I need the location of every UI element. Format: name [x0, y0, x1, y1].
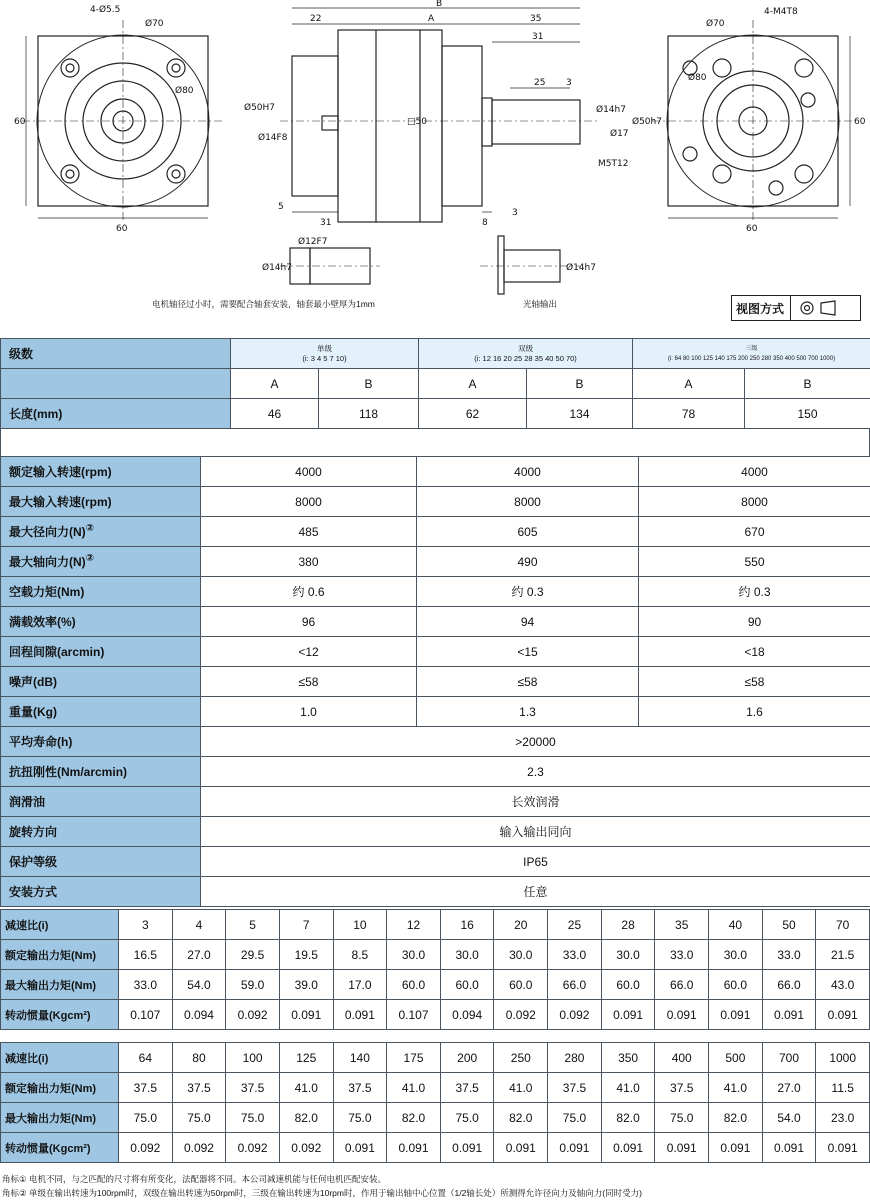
- spec-value: ≤58: [417, 667, 639, 697]
- ratio-cell: 0.091: [709, 1133, 763, 1163]
- ratio-cell: 0.107: [387, 1000, 441, 1030]
- ratio-cell: 17.0: [333, 970, 387, 1000]
- ratio-cell: 75.0: [333, 1103, 387, 1133]
- spec-value: 约 0.3: [639, 577, 870, 607]
- ratio-row: [1, 910, 870, 940]
- motor-shaft-note: 电机轴径过小时，需要配合轴套安装，轴套最小壁厚为1mm: [152, 299, 375, 309]
- ratio-cell: 66.0: [655, 970, 709, 1000]
- stage-double: 双级 (i: 12 16 20 25 28 35 40 50 70): [419, 339, 633, 369]
- spec-value: 490: [417, 547, 639, 577]
- ratio-cell: 75.0: [655, 1103, 709, 1133]
- technical-drawing: [0, 0, 870, 330]
- ratio-row: [1, 1073, 870, 1103]
- ratio-cell: 0.092: [172, 1133, 226, 1163]
- svg-text:Ø12F7: Ø12F7: [298, 237, 328, 247]
- spec-value: 约 0.6: [201, 577, 417, 607]
- spec-value: 8000: [639, 487, 870, 517]
- svg-text:Ø14h7: Ø14h7: [596, 105, 626, 115]
- ratio-cell: 50: [762, 910, 816, 940]
- ratio-row: [1, 1043, 870, 1073]
- svg-text:Ø17: Ø17: [610, 129, 629, 139]
- ratio-cell: 0.107: [119, 1000, 173, 1030]
- ratio-cell: 60.0: [440, 970, 494, 1000]
- svg-text:60: 60: [116, 224, 128, 234]
- svg-text:25: 25: [534, 78, 546, 88]
- view-method-label: 视图方式: [736, 296, 791, 320]
- ratio-cell: 40: [709, 910, 763, 940]
- ratio-cell: 400: [655, 1043, 709, 1073]
- svg-text:Ø80: Ø80: [175, 86, 194, 96]
- spec-label: 旋转方向: [1, 817, 201, 847]
- spec-value: ≤58: [639, 667, 870, 697]
- spec-label: 抗扭刚性(Nm/arcmin): [1, 757, 201, 787]
- svg-text:8: 8: [482, 218, 488, 228]
- ab-header-spacer: [1, 369, 231, 399]
- ratio-cell: 0.092: [279, 1133, 333, 1163]
- ratio-cell: 75.0: [172, 1103, 226, 1133]
- ratio-cell: 0.092: [494, 1000, 548, 1030]
- spec-label: 回程间隙(arcmin): [1, 637, 201, 667]
- spec-value: 任意: [201, 877, 870, 907]
- spec-row: [1, 817, 870, 847]
- spec-row: [1, 637, 870, 667]
- svg-text:Ø14h7: Ø14h7: [262, 263, 292, 273]
- footnote-mark: ②: [85, 553, 95, 564]
- ratio-cell: 75.0: [548, 1103, 602, 1133]
- svg-text:3: 3: [512, 208, 518, 218]
- ratio-label: 最大输出力矩(Nm): [1, 1103, 119, 1133]
- svg-text:60: 60: [14, 117, 26, 127]
- spec-value: 输入输出同向: [201, 817, 870, 847]
- ratio-cell: 0.091: [709, 1000, 763, 1030]
- svg-text:31: 31: [532, 32, 544, 42]
- ratio-cell: 200: [440, 1043, 494, 1073]
- spec-row: [1, 547, 870, 577]
- ratio-cell: 140: [333, 1043, 387, 1073]
- ratio-cell: 75.0: [440, 1103, 494, 1133]
- ratio-cell: 70: [816, 910, 870, 940]
- spec-label: 安装方式: [1, 877, 201, 907]
- ratio-cell: 37.5: [548, 1073, 602, 1103]
- length-cell: 134: [527, 399, 633, 429]
- ratio-cell: 80: [172, 1043, 226, 1073]
- ratio-cell: 41.0: [709, 1073, 763, 1103]
- ratio-cell: 0.091: [387, 1133, 441, 1163]
- spec-row: [1, 607, 870, 637]
- ratio-cell: 12: [387, 910, 441, 940]
- ratio-cell: 33.0: [119, 970, 173, 1000]
- ratio-cell: 0.092: [226, 1133, 280, 1163]
- ratio-cell: 82.0: [709, 1103, 763, 1133]
- ratio-cell: 41.0: [494, 1073, 548, 1103]
- ratio-cell: 4: [172, 910, 226, 940]
- ratio-cell: 0.091: [548, 1133, 602, 1163]
- ratio-cell: 82.0: [387, 1103, 441, 1133]
- spec-row: [1, 487, 870, 517]
- ratio-label: 减速比(i): [1, 1043, 119, 1073]
- ratio-cell: 33.0: [655, 940, 709, 970]
- ratio-cell: 66.0: [762, 970, 816, 1000]
- table-spacer: [0, 428, 870, 456]
- ratio-cell: 0.092: [119, 1133, 173, 1163]
- ratio-cell: 0.091: [601, 1000, 655, 1030]
- ratio-cell: 60.0: [387, 970, 441, 1000]
- spec-value: 4000: [417, 457, 639, 487]
- spec-row: [1, 847, 870, 877]
- ratio-cell: 33.0: [762, 940, 816, 970]
- svg-text:60: 60: [854, 117, 866, 127]
- spec-row: [1, 727, 870, 757]
- ratio-cell: 0.091: [440, 1133, 494, 1163]
- ratio-cell: 0.091: [494, 1133, 548, 1163]
- spec-value: 8000: [417, 487, 639, 517]
- spec-row: [1, 877, 870, 907]
- svg-text:4-Ø5.5: 4-Ø5.5: [90, 5, 121, 15]
- ratio-cell: 19.5: [279, 940, 333, 970]
- svg-text:B: B: [436, 0, 443, 9]
- ratio-cell: 37.5: [226, 1073, 280, 1103]
- ratio-cell: 39.0: [279, 970, 333, 1000]
- ratio-cell: 0.091: [655, 1133, 709, 1163]
- ratio-cell: 37.5: [119, 1073, 173, 1103]
- spec-row: [1, 457, 870, 487]
- ratio-table-1: [0, 909, 870, 1030]
- ratio-label: 减速比(i): [1, 910, 119, 940]
- length-cell: 150: [745, 399, 870, 429]
- ab-cell: A: [633, 369, 745, 399]
- ratio-cell: 23.0: [816, 1103, 870, 1133]
- ratio-label: 额定输出力矩(Nm): [1, 1073, 119, 1103]
- ratio-cell: 30.0: [387, 940, 441, 970]
- ab-cell: A: [419, 369, 527, 399]
- length-cell: 62: [419, 399, 527, 429]
- spec-value: 90: [639, 607, 870, 637]
- spec-row: [1, 787, 870, 817]
- spec-label: 最大径向力(N)②: [1, 517, 201, 547]
- spec-value: IP65: [201, 847, 870, 877]
- spec-row: [1, 517, 870, 547]
- spec-value: 380: [201, 547, 417, 577]
- spec-label: 额定输入转速(rpm): [1, 457, 201, 487]
- ratio-cell: 0.094: [440, 1000, 494, 1030]
- ratio-cell: 28: [601, 910, 655, 940]
- ratio-cell: 75.0: [226, 1103, 280, 1133]
- svg-text:M5T12: M5T12: [598, 159, 629, 169]
- ratio-cell: 0.092: [226, 1000, 280, 1030]
- spec-value: 94: [417, 607, 639, 637]
- spec-label: 最大轴向力(N)②: [1, 547, 201, 577]
- spec-label: 平均寿命(h): [1, 727, 201, 757]
- ratio-cell: 0.091: [762, 1133, 816, 1163]
- ratio-cell: 1000: [816, 1043, 870, 1073]
- ratio-cell: 0.091: [762, 1000, 816, 1030]
- ratio-row: [1, 970, 870, 1000]
- ratio-cell: 60.0: [601, 970, 655, 1000]
- ratio-cell: 30.0: [440, 940, 494, 970]
- ratio-cell: 0.091: [333, 1000, 387, 1030]
- ratio-cell: 54.0: [172, 970, 226, 1000]
- ratio-cell: 7: [279, 910, 333, 940]
- ratio-cell: 37.5: [333, 1073, 387, 1103]
- svg-text:60: 60: [746, 224, 758, 234]
- spec-row: [1, 757, 870, 787]
- ratio-cell: 30.0: [494, 940, 548, 970]
- ratio-cell: 10: [333, 910, 387, 940]
- spec-label: 满载效率(%): [1, 607, 201, 637]
- svg-text:Ø80: Ø80: [688, 73, 707, 83]
- ratio-cell: 60.0: [494, 970, 548, 1000]
- spec-row: [1, 667, 870, 697]
- stage-triple: 三级 (i: 64 80 100 125 140 175 200 250 280 350 400 500 700 1000): [633, 339, 870, 369]
- ratio-cell: 30.0: [601, 940, 655, 970]
- ratio-cell: 125: [279, 1043, 333, 1073]
- ratio-cell: 27.0: [762, 1073, 816, 1103]
- ratio-row: [1, 1133, 870, 1163]
- footnote-2: 角标② 单级在输出转速为100rpm时，双级在输出转速为50rpm时，三级在输出转速为10rpm时，作用于输出轴中心位置（1/2轴长处）所测得允许径向力及轴向力(同时受力): [2, 1188, 642, 1198]
- spec-value: 605: [417, 517, 639, 547]
- view-method-box: [731, 295, 861, 321]
- ratio-cell: 8.5: [333, 940, 387, 970]
- ratio-cell: 27.0: [172, 940, 226, 970]
- ab-cell: B: [745, 369, 870, 399]
- footnotes: [2, 1172, 868, 1200]
- ratio-cell: 35: [655, 910, 709, 940]
- svg-text:A: A: [428, 14, 435, 24]
- length-cell: 78: [633, 399, 745, 429]
- ratio-cell: 43.0: [816, 970, 870, 1000]
- svg-text:Ø50h7: Ø50h7: [632, 117, 662, 127]
- ratio-cell: 82.0: [279, 1103, 333, 1133]
- spec-label: 保护等级: [1, 847, 201, 877]
- length-cell: 118: [319, 399, 419, 429]
- ratio-cell: 0.094: [172, 1000, 226, 1030]
- ratio-row: [1, 1000, 870, 1030]
- svg-text:□50: □50: [407, 117, 427, 127]
- spec-value: >20000: [201, 727, 870, 757]
- spec-value: 8000: [201, 487, 417, 517]
- ratio-cell: 20: [494, 910, 548, 940]
- ratio-cell: 41.0: [601, 1073, 655, 1103]
- stage-length-table: [0, 338, 870, 429]
- spec-label: 空载力矩(Nm): [1, 577, 201, 607]
- spec-value: 1.6: [639, 697, 870, 727]
- svg-text:Ø14h7: Ø14h7: [566, 263, 596, 273]
- spec-value: 长效润滑: [201, 787, 870, 817]
- svg-text:4-M4T8: 4-M4T8: [764, 7, 798, 17]
- footnote-1: 角标① 电机不同，与之匹配的尺寸将有所变化，法配器将不同。本公司减速机能与任何电机匹配安装。: [2, 1174, 386, 1184]
- spec-value: <18: [639, 637, 870, 667]
- stage-label: 级数: [1, 339, 231, 369]
- ratio-cell: 82.0: [494, 1103, 548, 1133]
- ratio-cell: 280: [548, 1043, 602, 1073]
- spec-row: [1, 577, 870, 607]
- ratio-cell: 64: [119, 1043, 173, 1073]
- ratio-cell: 30.0: [709, 940, 763, 970]
- length-cell: 46: [231, 399, 319, 429]
- ratio-label: 转动惯量(Kgcm²): [1, 1133, 119, 1163]
- spec-value: 4000: [201, 457, 417, 487]
- svg-text:Ø70: Ø70: [706, 19, 725, 29]
- ratio-cell: 37.5: [655, 1073, 709, 1103]
- spec-value: 96: [201, 607, 417, 637]
- ab-cell: B: [319, 369, 419, 399]
- spec-row: [1, 697, 870, 727]
- ratio-cell: 16: [440, 910, 494, 940]
- ab-cell: B: [527, 369, 633, 399]
- ratio-cell: 350: [601, 1043, 655, 1073]
- ratio-cell: 82.0: [601, 1103, 655, 1133]
- ratio-cell: 175: [387, 1043, 441, 1073]
- ratio-cell: 33.0: [548, 940, 602, 970]
- ratio-cell: 25: [548, 910, 602, 940]
- spec-label: 重量(Kg): [1, 697, 201, 727]
- output-shaft-note: 光轴输出: [523, 299, 558, 309]
- spec-value: 485: [201, 517, 417, 547]
- svg-text:Ø50H7: Ø50H7: [244, 103, 276, 113]
- spec-value: <12: [201, 637, 417, 667]
- ratio-cell: 41.0: [279, 1073, 333, 1103]
- ab-cell: A: [231, 369, 319, 399]
- svg-text:35: 35: [530, 14, 542, 24]
- spec-value: <15: [417, 637, 639, 667]
- stage-single: 单级 (i: 3 4 5 7 10): [231, 339, 419, 369]
- ratio-cell: 11.5: [816, 1073, 870, 1103]
- ratio-cell: 0.091: [601, 1133, 655, 1163]
- ratio-label: 最大输出力矩(Nm): [1, 970, 119, 1000]
- spec-table: [0, 456, 870, 907]
- ratio-cell: 500: [709, 1043, 763, 1073]
- ratio-cell: 0.091: [655, 1000, 709, 1030]
- ratio-table-2: [0, 1042, 870, 1163]
- svg-text:3: 3: [566, 78, 572, 88]
- ratio-cell: 59.0: [226, 970, 280, 1000]
- ratio-cell: 66.0: [548, 970, 602, 1000]
- ratio-cell: 37.5: [440, 1073, 494, 1103]
- svg-text:5: 5: [278, 202, 284, 212]
- ratio-cell: 250: [494, 1043, 548, 1073]
- ratio-cell: 41.0: [387, 1073, 441, 1103]
- footnote-mark: ②: [85, 523, 95, 534]
- length-label: 长度(mm): [1, 399, 231, 429]
- spec-value: 550: [639, 547, 870, 577]
- ratio-cell: 100: [226, 1043, 280, 1073]
- spec-value: 1.0: [201, 697, 417, 727]
- ratio-cell: 29.5: [226, 940, 280, 970]
- ratio-row: [1, 940, 870, 970]
- ratio-cell: 0.091: [279, 1000, 333, 1030]
- ratio-cell: 0.092: [548, 1000, 602, 1030]
- ratio-cell: 0.091: [816, 1133, 870, 1163]
- spec-label: 润滑油: [1, 787, 201, 817]
- spec-label: 噪声(dB): [1, 667, 201, 697]
- ratio-cell: 0.091: [333, 1133, 387, 1163]
- svg-text:31: 31: [320, 218, 332, 228]
- ratio-cell: 54.0: [762, 1103, 816, 1133]
- svg-text:Ø70: Ø70: [145, 19, 164, 29]
- ratio-cell: 60.0: [709, 970, 763, 1000]
- projection-symbol-icon: [797, 298, 843, 318]
- ratio-cell: 37.5: [172, 1073, 226, 1103]
- ratio-cell: 16.5: [119, 940, 173, 970]
- ratio-row: [1, 1103, 870, 1133]
- ratio-label: 额定输出力矩(Nm): [1, 940, 119, 970]
- spec-value: 4000: [639, 457, 870, 487]
- spec-label: 最大输入转速(rpm): [1, 487, 201, 517]
- ratio-cell: 0.091: [816, 1000, 870, 1030]
- spec-value: 2.3: [201, 757, 870, 787]
- spec-value: 约 0.3: [417, 577, 639, 607]
- ratio-cell: 3: [119, 910, 173, 940]
- ratio-cell: 21.5: [816, 940, 870, 970]
- svg-text:22: 22: [310, 14, 322, 24]
- spec-value: 1.3: [417, 697, 639, 727]
- svg-text:Ø14F8: Ø14F8: [258, 133, 288, 143]
- ratio-label: 转动惯量(Kgcm²): [1, 1000, 119, 1030]
- spec-value: ≤58: [201, 667, 417, 697]
- ratio-cell: 700: [762, 1043, 816, 1073]
- ratio-cell: 5: [226, 910, 280, 940]
- spec-value: 670: [639, 517, 870, 547]
- ratio-cell: 75.0: [119, 1103, 173, 1133]
